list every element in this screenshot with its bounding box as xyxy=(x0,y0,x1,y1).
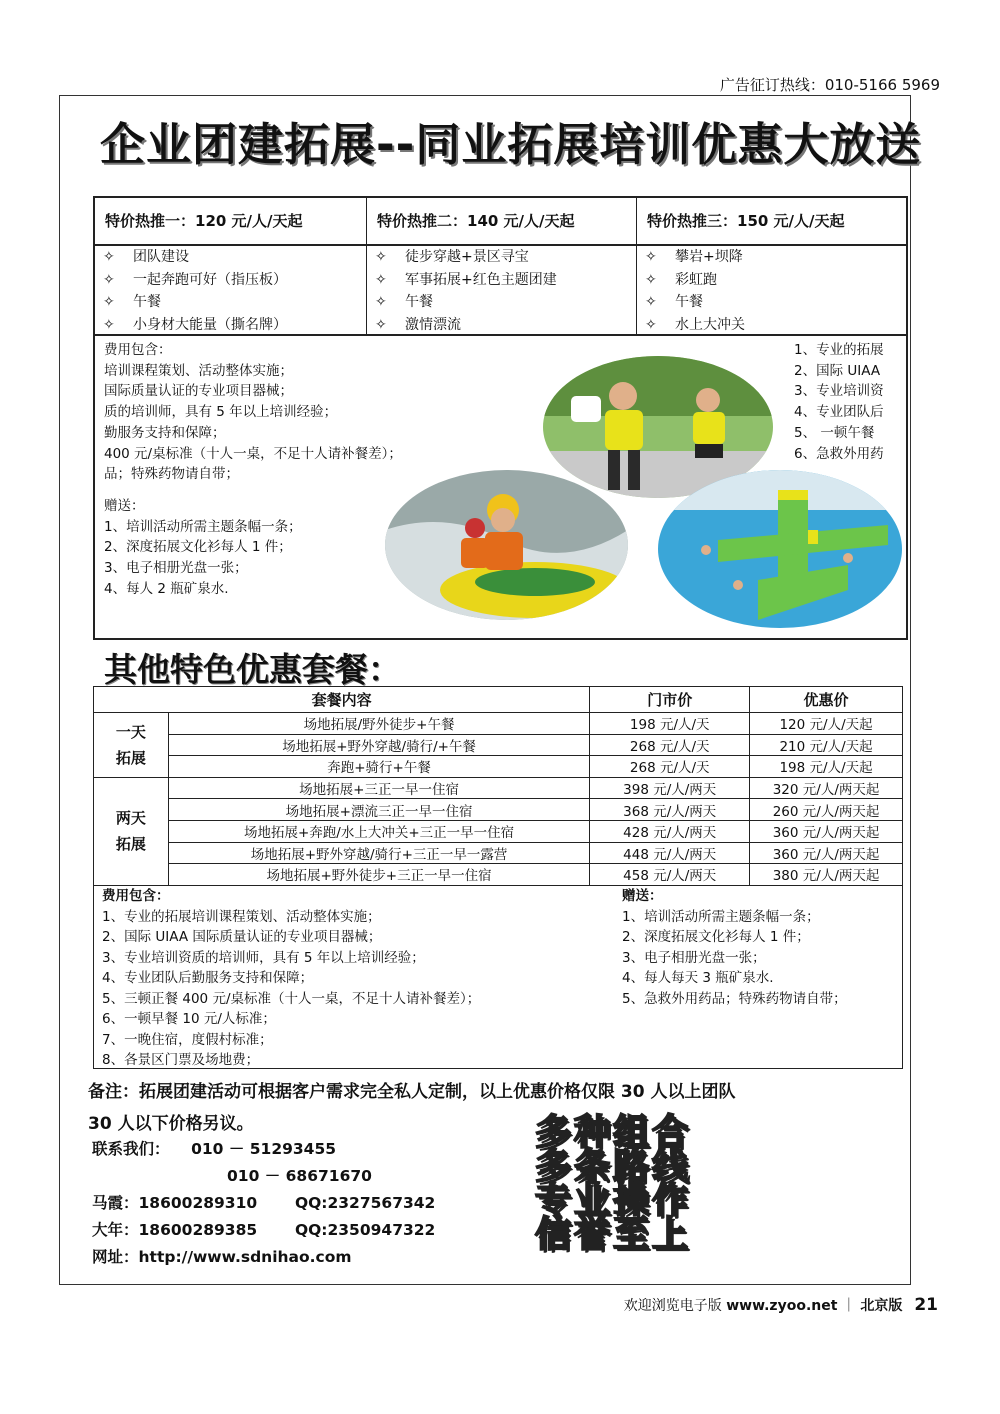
package-item: ✧ 一起奔跑可好（指压板） xyxy=(95,269,366,292)
package-item: ✧ 水上大冲关 xyxy=(637,314,906,337)
page-number: 21 xyxy=(914,1295,938,1315)
footer-link[interactable]: www.zyoo.net xyxy=(726,1298,838,1314)
group-label: 一天 拓展 xyxy=(115,722,146,767)
fee-item: 勤服务支持和保障； xyxy=(104,424,226,441)
remark-line: 备注：拓展团建活动可根据客户需求完全私人定制，以上优惠价格仅限 30 人以上团队 xyxy=(88,1082,736,1102)
table-row xyxy=(94,777,903,799)
bullet-icon: ✧ xyxy=(645,249,657,265)
bullet-icon: ✧ xyxy=(103,316,115,333)
gift-item: 3、电子相册光盘一张； xyxy=(104,560,248,577)
table-row xyxy=(94,864,903,886)
bullet-icon: ✧ xyxy=(103,249,115,265)
price-table-header xyxy=(94,687,903,713)
bullet-icon: ✧ xyxy=(375,316,387,333)
details-fee-item: 5、三顿正餐 400 元/桌标准（十人一桌，不足十人请补餐差）； xyxy=(102,990,481,1007)
cell-retail: 268 元/人/天 xyxy=(590,756,750,778)
cell-discount: 320 元/人/两天起 xyxy=(750,777,903,799)
rafting-photo xyxy=(385,470,628,620)
fee-right-list xyxy=(794,340,884,464)
water-park-photo xyxy=(658,470,902,628)
gift-item: 1、培训活动所需主题条幅一条； xyxy=(104,518,302,535)
package-item: ✧ 午餐 xyxy=(367,291,636,314)
contact-name: 大年： xyxy=(92,1221,139,1239)
details-gift-list xyxy=(622,886,847,1009)
package-item: ✧ 攀岩+坝降 xyxy=(637,246,906,269)
details-fee-item: 2、国际 UIAA 国际质量认证的专业项目器械； xyxy=(102,929,382,945)
fee-item: 质的培训师，具有 5 年以上培训经验； xyxy=(104,404,338,421)
details-fee-item: 8、各景区门票及场地费； xyxy=(102,1052,260,1068)
bullet-icon: ✧ xyxy=(103,294,115,310)
details-gift-item: 3、电子相册光盘一张； xyxy=(622,949,766,966)
cell-content: 场地拓展+三正一早一住宿 xyxy=(168,777,590,799)
cell-content: 奔跑+骑行+午餐 xyxy=(168,756,590,778)
package-3-title: 特价热推三：150 元/人/天起 xyxy=(637,198,906,246)
bullet-icon: ✧ xyxy=(375,294,387,310)
package-2 xyxy=(367,198,637,334)
fee-right-item: 3、专业培训资 xyxy=(794,383,884,400)
cell-discount: 260 元/人/两天起 xyxy=(750,799,903,821)
cell-content: 场地拓展+漂流三正一早一住宿 xyxy=(168,799,590,821)
phone-2[interactable]: 010 － 68671670 xyxy=(227,1167,372,1185)
bullet-icon: ✧ xyxy=(645,316,657,333)
col-header-content: 套餐内容 xyxy=(94,687,590,713)
package-item: ✧ 小身材大能量（撕名牌） xyxy=(95,314,366,337)
details-fee-heading: 费用包含： xyxy=(102,888,170,904)
details-fee-item: 4、专业团队后勤服务支持和保障； xyxy=(102,970,314,986)
package-3 xyxy=(637,198,906,334)
details-gift-item: 4、每人每天 3 瓶矿泉水. xyxy=(622,970,774,986)
table-row xyxy=(94,842,903,864)
package-item: ✧ 团队建设 xyxy=(95,246,366,269)
slogan-line: 信誉至上 xyxy=(535,1214,692,1255)
package-1-title: 特价热推一：120 元/人/天起 xyxy=(95,198,366,246)
price-table xyxy=(93,686,903,886)
cell-discount: 360 元/人/两天起 xyxy=(750,820,903,842)
cell-retail: 428 元/人/两天 xyxy=(590,820,750,842)
slogans xyxy=(535,1112,692,1255)
slogan-line: 专业操作 xyxy=(535,1180,692,1221)
contact-block xyxy=(92,1136,435,1271)
fee-included-list xyxy=(104,340,402,485)
gift-heading: 赠送： xyxy=(104,498,145,514)
fee-right-item: 2、国际 UIAA xyxy=(794,362,881,379)
table-row xyxy=(94,734,903,756)
slogan-line: 多条路线 xyxy=(535,1146,692,1187)
cell-retail: 368 元/人/两天 xyxy=(590,799,750,821)
details-fee-item: 6、一顿早餐 10 元/人标准； xyxy=(102,1011,276,1027)
cell-discount: 360 元/人/两天起 xyxy=(750,842,903,864)
phone-1[interactable]: 010 － 51293455 xyxy=(191,1140,337,1158)
table-row xyxy=(94,713,903,735)
package-item: ✧ 军事拓展+红色主题团建 xyxy=(367,269,636,292)
package-table xyxy=(93,196,908,336)
group-label: 两天 拓展 xyxy=(115,809,146,854)
cell-content: 场地拓展+野外穿越/骑行/+午餐 xyxy=(168,734,590,756)
cell-content: 场地拓展+野外穿越/骑行+三正一早一露营 xyxy=(168,842,590,864)
col-header-discount: 优惠价 xyxy=(750,687,903,713)
fee-right-item: 5、 一顿午餐 xyxy=(794,424,875,441)
bullet-icon: ✧ xyxy=(645,271,657,288)
cell-retail: 268 元/人/天 xyxy=(590,734,750,756)
cell-discount: 120 元/人/天起 xyxy=(750,713,903,735)
details-fee-item: 7、一晚住宿，度假村标准； xyxy=(102,1031,273,1048)
footer-edition: 北京版 xyxy=(860,1298,903,1314)
table-row xyxy=(94,756,903,778)
details-gift-item: 2、深度拓展文化衫每人 1 件； xyxy=(622,929,810,945)
cell-retail: 448 元/人/两天 xyxy=(590,842,750,864)
slogan-line: 多种组合 xyxy=(535,1112,692,1153)
col-header-retail: 门市价 xyxy=(590,687,750,713)
details-fee-list xyxy=(102,886,480,1071)
fee-item: 国际质量认证的专业项目器械； xyxy=(104,383,293,400)
fee-heading: 费用包含： xyxy=(104,342,172,358)
cell-discount: 380 元/人/两天起 xyxy=(750,864,903,886)
package-item: ✧ 午餐 xyxy=(95,291,366,314)
package-item: ✧ 午餐 xyxy=(637,291,906,314)
bullet-icon: ✧ xyxy=(645,294,657,310)
package-2-title: 特价热推二：140 元/人/天起 xyxy=(367,198,636,246)
cell-content: 场地拓展/野外徒步+午餐 xyxy=(168,713,590,735)
qq-2[interactable]: QQ:2350947322 xyxy=(294,1221,436,1239)
website-link[interactable]: http://www.sdnihao.com xyxy=(138,1248,352,1266)
fee-item: 培训课程策划、活动整体实施； xyxy=(104,362,293,379)
footer-text: 欢迎浏览电子版 xyxy=(623,1298,727,1314)
package-1 xyxy=(95,198,367,334)
cell-retail: 398 元/人/两天 xyxy=(590,777,750,799)
contact-label: 联系我们： xyxy=(92,1140,170,1158)
cell-content: 场地拓展+野外徒步+三正一早一住宿 xyxy=(168,864,590,886)
cell-discount: 210 元/人/天起 xyxy=(750,734,903,756)
gift-item: 2、深度拓展文化衫每人 1 件； xyxy=(104,539,292,556)
cell-content: 场地拓展+奔跑/水上大冲关+三正一早一住宿 xyxy=(168,820,590,842)
details-gift-item: 1、培训活动所需主题条幅一条； xyxy=(622,908,820,925)
gift-list xyxy=(104,496,302,600)
package-item: ✧ 徒步穿越+景区寻宝 xyxy=(367,246,636,269)
bullet-icon: ✧ xyxy=(375,271,387,288)
bullet-icon: ✧ xyxy=(103,271,115,288)
table-row xyxy=(94,820,903,842)
group-one-day xyxy=(94,713,169,778)
remark-line: 30 人以下价格另议。 xyxy=(88,1114,254,1134)
details-gift-heading: 赠送： xyxy=(622,888,663,904)
mobile-2[interactable]: 18600289385 xyxy=(138,1221,258,1239)
bullet-icon: ✧ xyxy=(375,249,387,265)
other-packages-title: 其他特色优惠套餐： xyxy=(104,650,401,689)
details-fee-item: 3、专业培训资质的培训师，具有 5 年以上培训经验； xyxy=(102,949,425,966)
table-row xyxy=(94,799,903,821)
details-fee-item: 1、专业的拓展培训课程策划、活动整体实施； xyxy=(102,908,381,925)
mobile-1[interactable]: 18600289310 xyxy=(138,1194,258,1212)
package-item: ✧ 激情漂流 xyxy=(367,314,636,337)
footer-separator: ｜ xyxy=(837,1298,861,1314)
fee-right-item: 4、专业团队后 xyxy=(794,404,884,421)
package-item: ✧ 彩虹跑 xyxy=(637,269,906,292)
ad-hotline: 广告征订热线：010-5166 5969 xyxy=(719,76,940,94)
contact-name: 马霞： xyxy=(92,1194,139,1212)
fee-right-item: 6、急救外用药 xyxy=(794,445,884,462)
page-footer xyxy=(624,1295,938,1315)
site-label: 网址： xyxy=(92,1248,139,1266)
cell-retail: 458 元/人/两天 xyxy=(590,864,750,886)
main-title: 企业团建拓展--同业拓展培训优惠大放送 xyxy=(100,118,922,171)
fee-right-item: 1、专业的拓展 xyxy=(794,342,884,358)
details-gift-item: 5、急救外用药品；特殊药物请自带； xyxy=(622,990,847,1007)
cell-discount: 198 元/人/天起 xyxy=(750,756,903,778)
gift-item: 4、每人 2 瓶矿泉水. xyxy=(104,580,229,597)
group-two-day xyxy=(94,777,169,885)
fee-item: 品；特殊药物请自带； xyxy=(104,466,239,483)
qq-1[interactable]: QQ:2327567342 xyxy=(294,1194,436,1212)
cell-retail: 198 元/人/天 xyxy=(590,713,750,735)
fee-item: 400 元/桌标准（十人一桌，不足十人请补餐差）； xyxy=(104,445,402,462)
